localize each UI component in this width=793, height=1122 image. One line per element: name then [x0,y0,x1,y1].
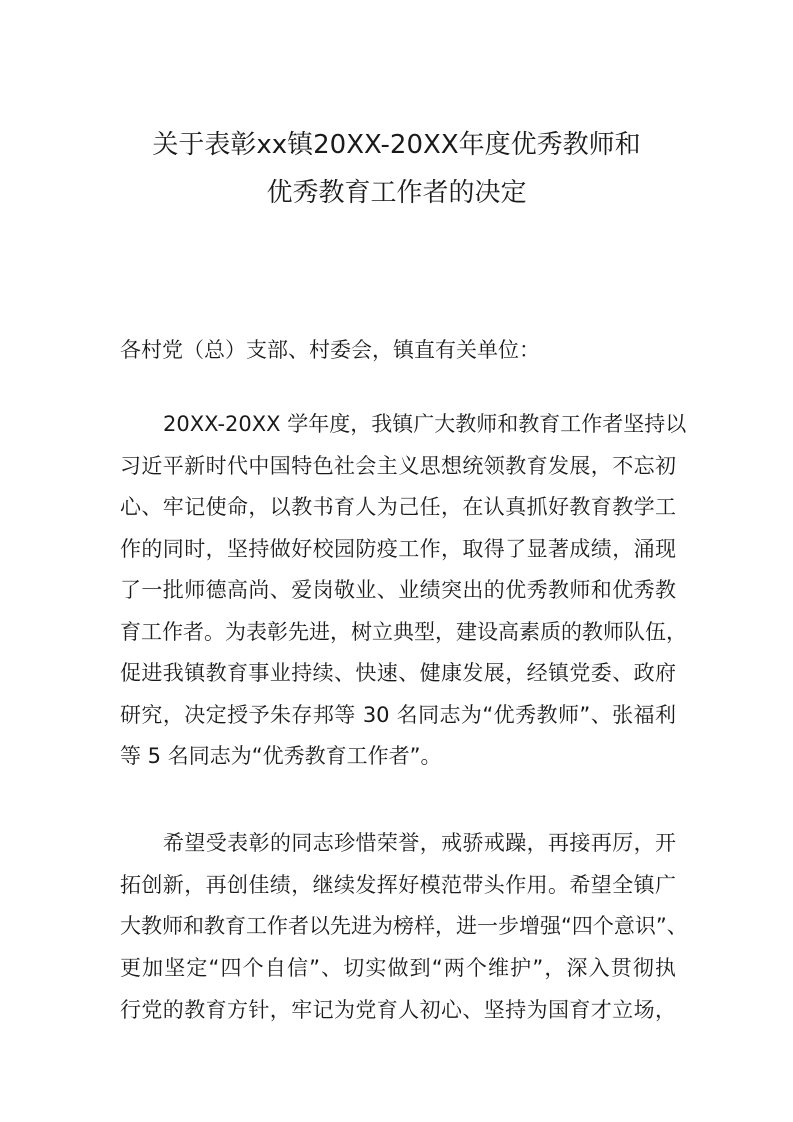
paragraph-line: 促进我镇教育事业持续、快速、健康发展，经镇党委、政府 [120,661,676,685]
paragraph-line: 更加坚定“四个自信”、切实做到“两个维护”，深入贯彻执 [120,956,676,980]
paragraph-line: 大教师和教育工作者以先进为榜样，进一步增强“四个意识”、 [120,914,688,938]
paragraph-line: 等 5 名同志为“优秀教育工作者”。 [120,744,442,768]
paragraph-line: 研究，决定授予朱存邦等 30 名同志为“优秀教师”、张福利 [120,703,676,727]
paragraph-line: 作的同时，坚持做好校园防疫工作，取得了显著成绩，涌现 [120,537,676,561]
paragraph-line: 育工作者。为表彰先进，树立典型，建设高素质的教师队伍， [120,620,687,644]
salutation: 各村党（总）支部、村委会，镇直有关单位： [120,338,540,362]
paragraph-line: 了一批师德高尚、爱岗敬业、业绩突出的优秀教师和优秀教 [120,578,676,602]
paragraph-line: 拓创新，再创佳绩，继续发挥好模范带头作用。希望全镇广 [120,873,676,897]
paragraph-line: 20XX-20XX 学年度，我镇广大教师和教育工作者坚持以 [163,412,687,436]
paragraph-line: 行党的教育方针，牢记为党育人初心、坚持为国育才立场， [120,998,676,1022]
document-title-line-2: 优秀教育工作者的决定 [266,178,527,208]
document-title-line-1: 关于表彰xx镇20XX-20XX年度优秀教师和 [152,130,641,160]
paragraph-line: 希望受表彰的同志珍惜荣誉，戒骄戒躁，再接再厉，开 [163,831,676,855]
paragraph-line: 习近平新时代中国特色社会主义思想统领教育发展，不忘初 [120,454,676,478]
paragraph-line: 心、牢记使命，以教书育人为己任，在认真抓好教育教学工 [120,495,676,519]
